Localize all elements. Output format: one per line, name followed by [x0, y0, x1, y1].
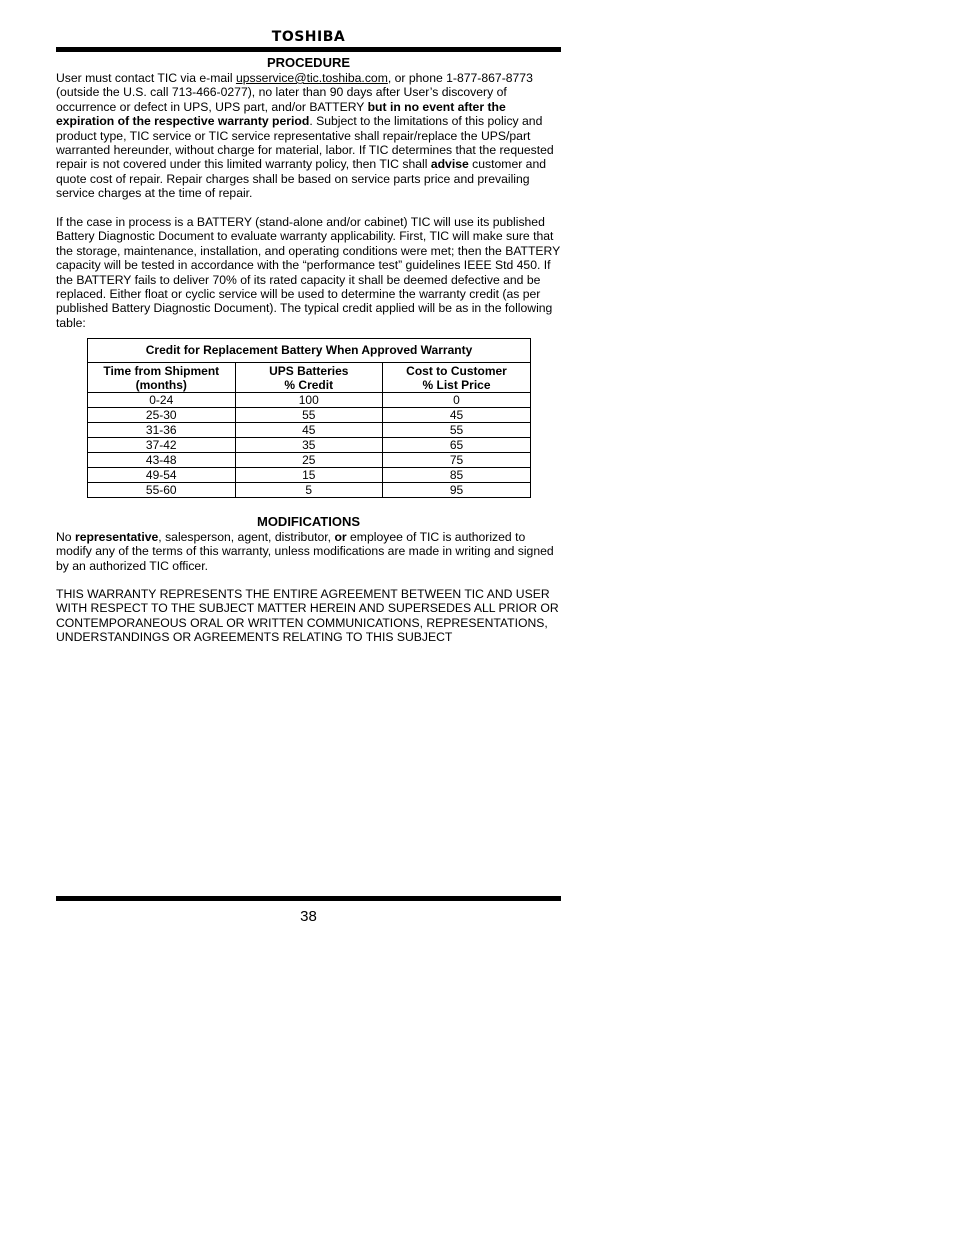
table-row: [88, 468, 531, 483]
header-rule: [56, 47, 561, 52]
table-row: [88, 408, 531, 423]
text-run: , or phone 1-877-867-8773 (outside the U.S. call 713-466-0277), no later than 90 days after User’s discovery of occurrence or defect in UPS, UPS part, and/or BATTERY: [56, 71, 533, 114]
column-subheader: % List Price: [383, 378, 531, 393]
procedure-paragraph-1: [56, 71, 561, 201]
table-row: [88, 483, 531, 498]
table-cell: 25-30: [88, 408, 236, 423]
text-run: , salesperson, agent, distributor,: [158, 530, 335, 544]
table-cell: 95: [383, 483, 531, 498]
table-cell: 55: [235, 408, 383, 423]
table-cell: 55: [383, 423, 531, 438]
table-cell: 15: [235, 468, 383, 483]
text-run: customer and quote cost of repair. Repair charges shall be based on service parts price and prevailing service charges at the time of repair.: [56, 157, 547, 201]
table-caption: Credit for Replacement Battery When Approved Warranty: [88, 339, 531, 363]
battery-paragraph: If the case in process is a BATTERY (stand-alone and/or cabinet) TIC will use its published Battery Diagnostic Document to evaluate warranty applicability. First, TIC will make sure that the storage, maintenance, installation, and operating conditions were met; then the BATTERY capacity will be tested in accordance with the “performance test” guidelines IEEE Std 450. If the BATTERY fails to deliver 70% of its rated capacity it shall be deemed defective and be replaced. Either float or cyclic service will be used to determine the warranty credit (as per published Battery Diagnostic Document). The typical credit applied will be as in the following table:: [56, 215, 561, 330]
table-cell: 75: [383, 453, 531, 468]
table-row: [88, 453, 531, 468]
table-cell: 100: [235, 393, 383, 408]
table-row: [88, 423, 531, 438]
table-row: [88, 393, 531, 408]
table-row: [88, 438, 531, 453]
text-run: User must contact TIC via e-mail: [56, 71, 236, 85]
text-run: No: [56, 530, 75, 544]
table-cell: 35: [235, 438, 383, 453]
column-header: Time from Shipment: [88, 363, 236, 379]
table-cell: 25: [235, 453, 383, 468]
column-header: UPS Batteries: [235, 363, 383, 379]
email-link[interactable]: upsservice@tic.toshiba.com: [235, 71, 388, 85]
bold-text: or: [334, 530, 347, 544]
modifications-heading: MODIFICATIONS: [256, 514, 361, 529]
procedure-paragraph-2: [56, 215, 561, 330]
column-header: Cost to Customer: [383, 363, 531, 379]
credit-table: [87, 338, 531, 498]
toshiba-logo: TOSHIBA: [271, 29, 346, 45]
procedure-heading: PROCEDURE: [266, 55, 351, 70]
table-cell: 0-24: [88, 393, 236, 408]
text-run: employee of TIC is authorized to modify any of the terms of this warranty, unless modifications are made in writing and signed by an authorized TIC officer.: [56, 530, 554, 573]
table-cell: 45: [383, 408, 531, 423]
text-run: . Subject to the limitations of this policy and product type, TIC service or TIC service representative shall repair/replace the UPS/part warranted hereunder, without charge for material, labor. If TIC determines that the requested repair is not covered under this limited warranty policy, then TIC shall: [56, 114, 554, 172]
table-cell: 37-42: [88, 438, 236, 453]
table-cell: 43-48: [88, 453, 236, 468]
table-cell: 85: [383, 468, 531, 483]
column-subheader: % Credit: [235, 378, 383, 393]
footer-rule: [56, 896, 561, 901]
table-cell: 65: [383, 438, 531, 453]
entire-agreement-paragraph: THIS WARRANTY REPRESENTS THE ENTIRE AGREEMENT BETWEEN TIC AND USER WITH RESPECT TO THE SUBJECT MATTER HEREIN AND SUPERSEDES ALL PRIOR OR CONTEMPORANEOUS ORAL OR WRITTEN COMMUNICATIONS, REPRESENTATIONS, UNDERSTANDINGS OR AGREEMENTS RELATING TO THIS SUBJECT: [56, 587, 559, 645]
modifications-paragraph-2: [56, 587, 561, 645]
bold-text: but in no event after the expiration of the respective warranty period: [56, 99, 506, 129]
table-cell: 55-60: [88, 483, 236, 498]
table-cell: 49-54: [88, 468, 236, 483]
table-cell: 31-36: [88, 423, 236, 438]
modifications-paragraph-1: [56, 530, 561, 573]
column-subheader: (months): [88, 378, 236, 393]
page-number: 38: [300, 908, 317, 925]
bold-text: advise: [430, 157, 469, 172]
table-cell: 45: [235, 423, 383, 438]
table-cell: 5: [235, 483, 383, 498]
table-cell: 0: [383, 393, 531, 408]
bold-text: representative: [74, 530, 159, 544]
